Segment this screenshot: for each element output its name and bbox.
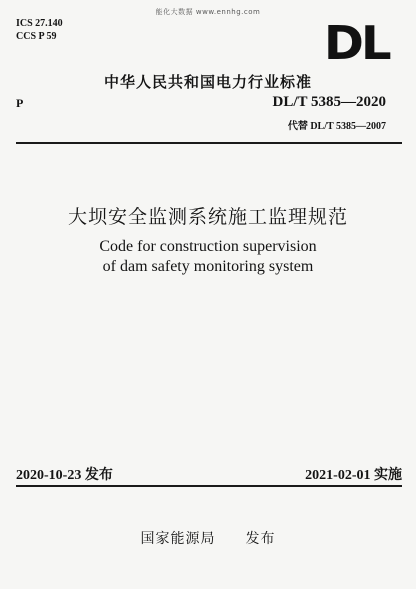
dl-logo: DL [323,16,388,70]
issue-date: 2020-10-23 发布 [16,468,113,483]
industry-standard-title: 中华人民共和国电力行业标准 [103,73,312,91]
watermark-text: 能化大数据 www.ennhg.com [155,8,261,16]
top-divider [16,142,402,144]
classification-letter: P [16,96,24,110]
publisher: 国家能源局 发布 [140,531,276,547]
document-title-cn: 大坝安全监测系统施工监理规范 [67,206,348,228]
bottom-divider [16,485,402,487]
implementation-date: 2021-02-01 实施 [305,468,402,483]
document-title-en-line2: of dam safety monitoring system [102,258,314,275]
document-title-en-line1: Code for construction supervision [99,238,317,255]
ccs-code: CCS P 59 [16,31,57,42]
ics-code: ICS 27.140 [16,18,63,29]
replaces-standard: 代替 DL/T 5385—2007 [287,121,386,132]
standard-code: DL/T 5385—2020 [272,94,386,110]
